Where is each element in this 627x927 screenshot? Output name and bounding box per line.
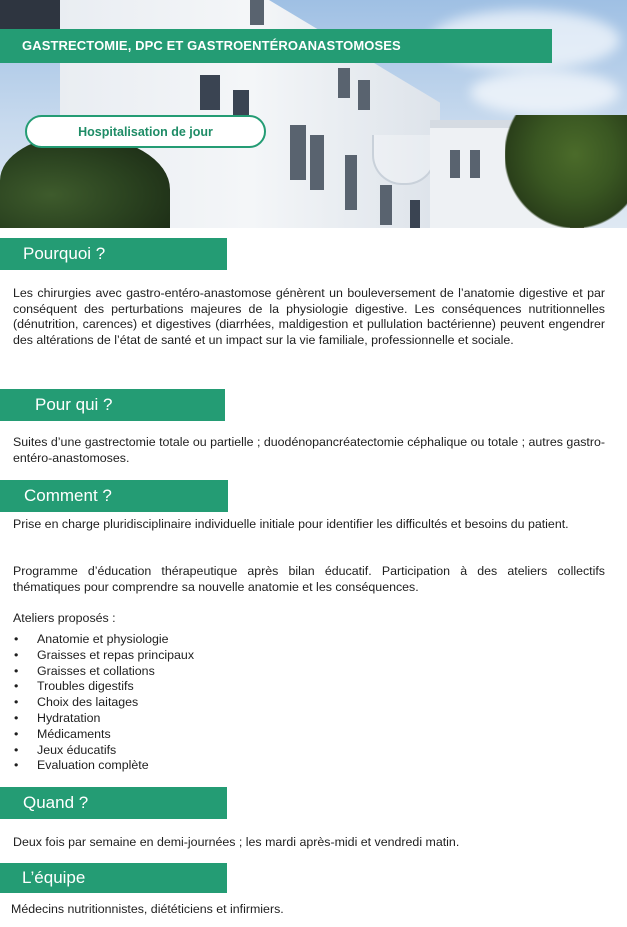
- window: [358, 80, 370, 110]
- bullet: •: [14, 695, 19, 710]
- section-heading-pour-qui: [0, 389, 225, 421]
- section-heading-quand: [0, 787, 227, 819]
- atelier-label: Anatomie et physiologie: [37, 632, 169, 646]
- window: [345, 155, 357, 210]
- list-item: [13, 648, 194, 664]
- heading-text: Comment ?: [24, 486, 112, 505]
- bullet: •: [14, 710, 19, 725]
- bullet: •: [14, 758, 19, 773]
- window: [410, 200, 420, 228]
- badge-label: Hospitalisation de jour: [78, 125, 213, 139]
- list-item: [13, 679, 194, 695]
- list-item: [13, 743, 194, 759]
- atelier-label: Médicaments: [37, 726, 111, 741]
- palm-tree: [505, 115, 627, 228]
- title-banner: [0, 29, 552, 63]
- section-heading-pourquoi: [0, 238, 227, 270]
- list-item: [13, 632, 194, 648]
- list-item: [13, 695, 194, 711]
- pourquoi-text: Les chirurgies avec gastro-entéro-anastomose génèrent un bouleversement de l’anatomie digestive et par conséquent des perturbations majeures de la physiologie digestive. Les conséquences nutritionnelles (dénutrition, carences) et digestives (diarrhées, maldigestion et pullulation bactérienne) peuvent engendrer des altérations de l’état de santé et un impact sur la vie familiale, professionnelle et sociale.: [13, 286, 605, 347]
- bullet: •: [14, 632, 19, 646]
- atelier-label: Hydratation: [37, 710, 101, 725]
- window: [450, 150, 460, 178]
- atelier-label: Choix des laitages: [37, 695, 139, 710]
- ateliers-list: [13, 632, 194, 774]
- heading-text: L’équipe: [22, 868, 86, 887]
- window: [310, 135, 324, 190]
- window: [380, 185, 392, 225]
- page-title: GASTRECTOMIE, DPC ET GASTROENTÉROANASTOMOSES: [22, 38, 401, 53]
- window: [470, 150, 480, 178]
- list-item: [13, 727, 194, 743]
- list-item: [13, 664, 194, 680]
- list-item: [13, 758, 194, 774]
- bullet: •: [14, 663, 19, 678]
- atelier-label: Evaluation complète: [37, 758, 149, 773]
- window: [338, 68, 350, 98]
- window: [200, 75, 220, 110]
- bullet: •: [14, 726, 19, 741]
- ateliers-label: Ateliers proposés :: [13, 611, 116, 625]
- hospitalisation-badge: [25, 115, 266, 148]
- equipe-text: Médecins nutritionnistes, diététiciens et infirmiers.: [11, 902, 284, 916]
- heading-text: Quand ?: [23, 793, 89, 812]
- bullet: •: [14, 679, 19, 694]
- atelier-label: Troubles digestifs: [37, 679, 134, 694]
- heading-text: Pour qui ?: [35, 395, 113, 414]
- list-item: [13, 711, 194, 727]
- window: [250, 0, 264, 25]
- pour-qui-text: Suites d’une gastrectomie totale ou partielle ; duodénopancréatectomie céphalique ou totale ; autres gastro-entéro-anastomoses.: [13, 435, 605, 465]
- section-heading-comment: [0, 480, 228, 512]
- atelier-label: Graisses et repas principaux: [37, 647, 195, 662]
- comment-text-2: Programme d’éducation thérapeutique après bilan éducatif. Participation à des ateliers collectifs thématiques pour comprendre sa nouvelle anatomie et les conséquences.: [13, 564, 605, 594]
- bullet: •: [14, 647, 19, 662]
- quand-text: Deux fois par semaine en demi-journées ; les mardi après-midi et vendredi matin.: [13, 835, 460, 849]
- heading-text: Pourquoi ?: [23, 244, 106, 263]
- section-heading-equipe: [0, 863, 227, 893]
- atelier-label: Graisses et collations: [37, 663, 155, 678]
- comment-text-1: Prise en charge pluridisciplinaire individuelle initiale pour identifier les difficultés et besoins du patient.: [13, 517, 569, 531]
- atelier-label: Jeux éducatifs: [37, 742, 117, 757]
- bullet: •: [14, 742, 19, 757]
- window: [290, 125, 306, 180]
- cloud: [470, 70, 620, 115]
